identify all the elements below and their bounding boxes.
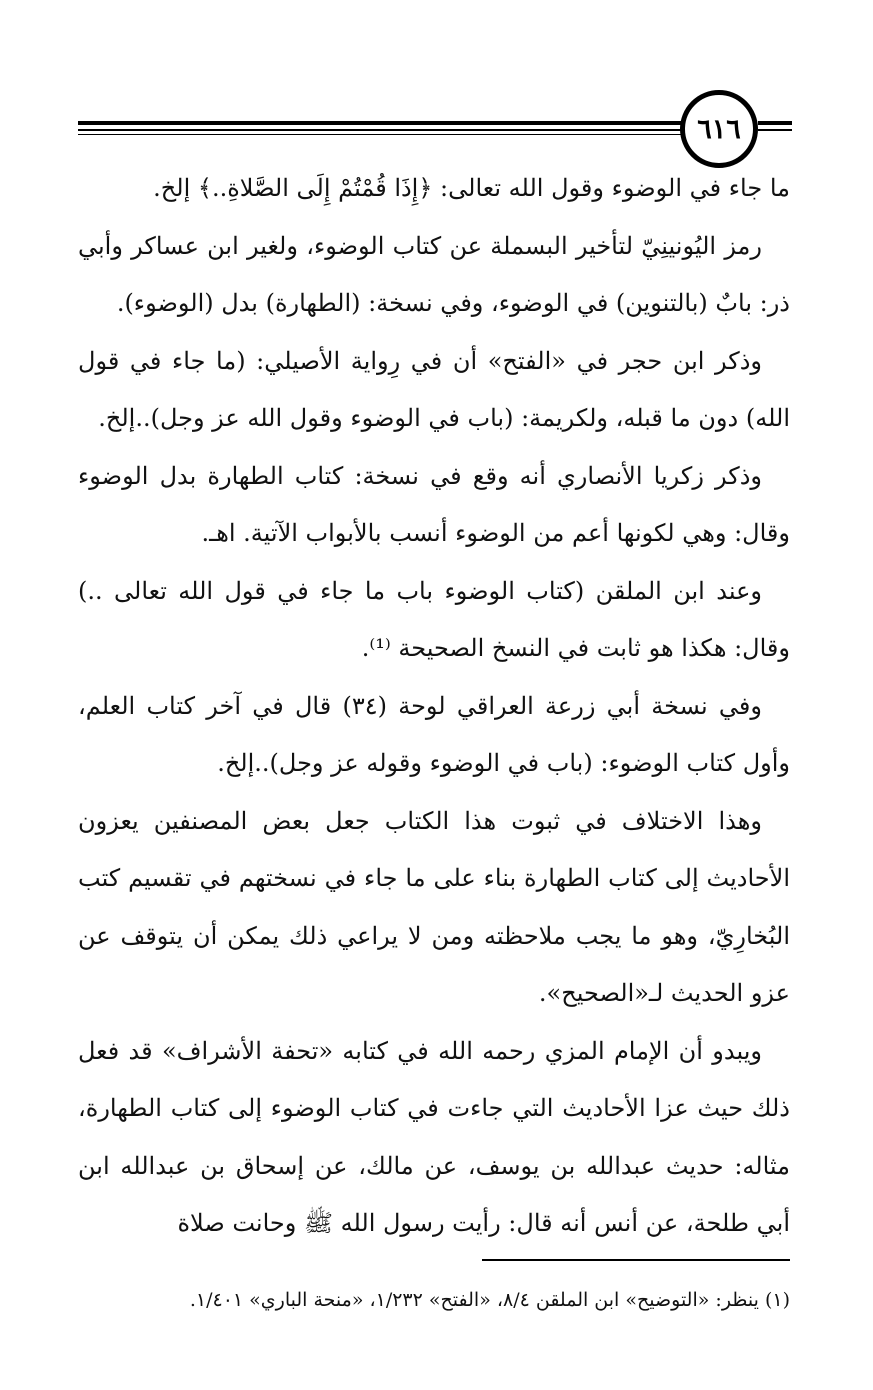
page-number: ٦١٦	[680, 90, 758, 168]
header-rule-thick	[78, 121, 690, 125]
paragraph-7: وهذا الاختلاف في ثبوت هذا الكتاب جعل بعض المصنفين يعزون الأحاديث إلى كتاب الطهارة بناء على ما جاء في نسختهم في تقسيم كتب البُخارِيّ، وهو ما يجب ملاحظته ومن لا يراعي ذلك يمكن أن يتوقف عن عزو الحديث لـ«الصحيح».	[78, 806, 790, 1007]
main-text	[78, 160, 790, 1253]
paragraph-3: وذكر ابن حجر في «الفتح» أن في رِواية الأصيلي: (ما جاء في قول الله) دون ما قبله، ولكريمة: (باب في الوضوء وقول الله عز وجل)..إلخ.	[78, 346, 790, 432]
header-rule-mid	[78, 129, 690, 131]
header-rule-tail-thin	[758, 129, 792, 131]
paragraph-1: ما جاء في الوضوء وقول الله تعالى: ﴿إِذَا قُمْتُمْ إِلَى الصَّلاةِ..﴾ إلخ.	[153, 174, 790, 202]
header-rule-thin	[78, 134, 690, 135]
paragraph-2: رمز اليُونينِيّ لتأخير البسملة عن كتاب الوضوء، ولغير ابن عساكر وأبي ذر: بابٌ (بالتنوين) في الوضوء، وفي نسخة: (الطهارة) بدل (الوضوء).	[78, 231, 790, 317]
paragraph-8: ويبدو أن الإمام المزي رحمه الله في كتابه «تحفة الأشراف» قد فعل ذلك حيث عزا الأحاديث التي جاءت في كتاب الوضوء إلى كتاب الطهارة، مثاله: حديث عبدالله بن يوسف، عن مالك، عن إسحاق بن عبدالله ابن أبي طلحة، عن أنس أنه قال: رأيت رسول الله ﷺ وحانت صلاة	[78, 1036, 790, 1237]
paragraph-4: وذكر زكريا الأنصاري أنه وقع في نسخة: كتاب الطهارة بدل الوضوء وقال: وهي لكونها أعم من الوضوء أنسب بالأبواب الآتية. اهـ.	[78, 461, 790, 547]
paragraph-5: وعند ابن الملقن (كتاب الوضوء باب ما جاء في قول الله تعالى ..) وقال: هكذا هو ثابت في النسخ الصحيحة ⁽¹⁾.	[78, 576, 790, 662]
footnote-separator	[482, 1259, 790, 1261]
paragraph-6: وفي نسخة أبي زرعة العراقي لوحة (٣٤) قال في آخر كتاب العلم، وأول كتاب الوضوء: (باب في الوضوء وقوله عز وجل)..إلخ.	[78, 691, 790, 777]
header-rule-tail	[758, 121, 792, 125]
footnote: (١) ينظر: «التوضيح» ابن الملقن ٨/٤، «الفتح» ١/٢٣٢، «منحة الباري» ١/٤٠١.	[189, 1289, 790, 1311]
